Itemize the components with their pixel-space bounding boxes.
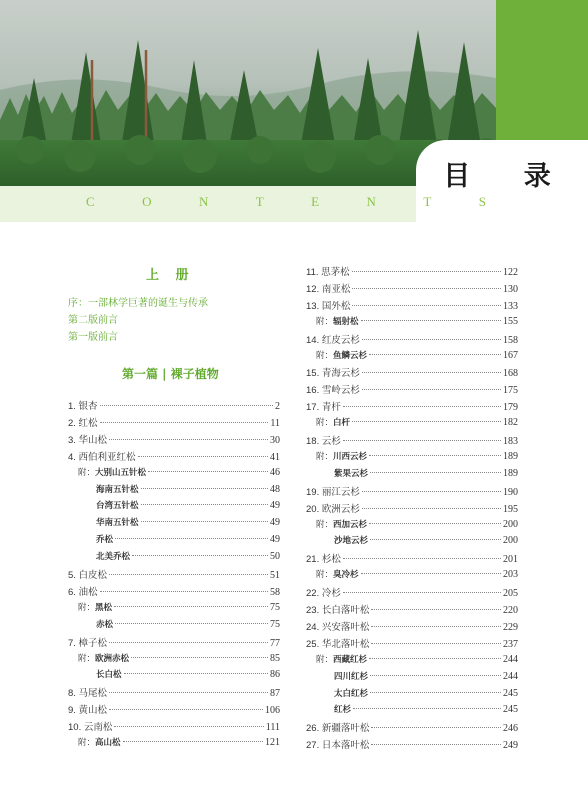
toc-entry[interactable] — [68, 432, 280, 448]
toc-leader-dots — [100, 405, 273, 406]
toc-entry-label: 4. 西伯利亚红松 — [68, 451, 136, 463]
toc-page-number: 30 — [270, 434, 280, 446]
toc-page-number: 203 — [503, 569, 518, 581]
contents-letter: T — [255, 194, 264, 209]
toc-entry-label: 13. 国外松 — [306, 300, 351, 312]
toc-leader-dots — [361, 573, 501, 574]
toc-page-number: 220 — [503, 605, 518, 616]
toc-entry[interactable] — [96, 618, 280, 634]
toc-page-number: 200 — [503, 535, 518, 547]
toc-page-number: 85 — [270, 652, 280, 664]
toc-entry-label: 22. 冷杉 — [306, 588, 341, 600]
toc-entry-label: 华南五针松 — [96, 518, 139, 529]
toc-page-number: 158 — [503, 334, 518, 346]
toc-entry[interactable] — [68, 584, 280, 600]
contents-letter: T — [423, 194, 432, 209]
toc-page-number: 245 — [503, 704, 518, 716]
toc-entry-label: 15. 青海云杉 — [306, 368, 360, 380]
toc-entry-label: 14. 红皮云杉 — [306, 334, 360, 346]
part-heading: 第一篇 | 裸子植物 — [122, 367, 219, 381]
toc-entry[interactable] — [96, 499, 280, 515]
toc-entry[interactable] — [78, 652, 280, 668]
toc-entry-label: 18. 云杉 — [306, 436, 341, 447]
contents-letters — [86, 194, 486, 214]
toc-page-number: 50 — [270, 551, 280, 563]
toc-entry[interactable] — [68, 635, 280, 651]
toc-entry-label: 乔松 — [96, 535, 114, 546]
toc-page-number: 175 — [503, 385, 518, 397]
toc-entry[interactable] — [68, 415, 280, 431]
toc-entry-label: 西加云杉 — [333, 519, 368, 530]
toc-leader-dots — [138, 456, 268, 457]
toc-entry[interactable] — [78, 601, 280, 617]
toc-leader-dots — [114, 726, 263, 727]
toc-entry-label: 白杆 — [333, 418, 351, 429]
toc-page-number: 237 — [503, 638, 518, 650]
toc-leader-dots — [369, 658, 501, 659]
toc-leader-dots — [109, 709, 263, 710]
toc-leader-dots — [343, 592, 501, 593]
toc-entry-label: 25. 华北落叶松 — [306, 638, 370, 650]
toc-leader-dots — [370, 692, 501, 693]
toc-leader-dots — [370, 675, 501, 676]
toc-entry-label: 12. 南亚松 — [306, 283, 351, 295]
toc-entry[interactable] — [68, 719, 280, 735]
toc-appendix-prefix: 附： — [78, 467, 96, 478]
toc-appendix-prefix: 附： — [316, 418, 334, 429]
toc-entry-label: 24. 兴安落叶松 — [306, 621, 370, 633]
toc-entry[interactable] — [334, 467, 518, 483]
toc-entry[interactable] — [316, 315, 518, 331]
toc-entry[interactable] — [306, 501, 518, 517]
toc-page-number: 183 — [503, 436, 518, 447]
toc-entry[interactable] — [68, 398, 280, 414]
toc-entry-label: 17. 青杆 — [306, 402, 341, 414]
toc-entry-label: 臭冷杉 — [333, 570, 359, 581]
toc-entry[interactable] — [96, 550, 280, 566]
toc-leader-dots — [371, 727, 501, 728]
toc-page-number: 2 — [275, 401, 280, 412]
toc-appendix-prefix: 附： — [316, 350, 334, 361]
toc-entry-label: 太白红杉 — [334, 688, 369, 699]
toc-appendix-prefix: 附： — [316, 654, 334, 665]
toc-entry-label: 高山松 — [95, 738, 121, 748]
toc-page-number: 182 — [503, 417, 518, 429]
toc-entry[interactable] — [306, 433, 518, 449]
contents-letter: N — [366, 194, 376, 209]
toc-entry-label: 西藏红杉 — [333, 654, 368, 665]
toc-leader-dots — [123, 741, 263, 742]
contents-letter: O — [142, 194, 152, 209]
toc-entry-label: 赤松 — [96, 619, 114, 630]
toc-entry-label: 3. 华山松 — [68, 434, 108, 446]
toc-page-number: 244 — [503, 653, 518, 665]
toc-leader-dots — [109, 574, 268, 575]
toc-page-number: 205 — [503, 588, 518, 600]
toc-entry[interactable] — [316, 349, 518, 365]
toc-entry-label: 海南五针松 — [96, 484, 139, 495]
toc-entry-label: 红杉 — [334, 705, 352, 716]
toc-leader-dots — [369, 523, 501, 524]
toc-leader-dots — [352, 421, 501, 422]
toc-entry[interactable] — [306, 281, 518, 297]
toc-leader-dots — [369, 354, 501, 355]
toc-leader-dots — [109, 642, 268, 643]
toc-leader-dots — [100, 422, 269, 423]
toc-page-number: 200 — [503, 518, 518, 530]
toc-page-number: 77 — [270, 637, 280, 649]
toc-page-number: 246 — [503, 723, 518, 735]
toc-entry-label: 川西云杉 — [333, 451, 368, 462]
toc-leader-dots — [362, 389, 501, 390]
toc-entry[interactable] — [68, 449, 280, 465]
toc-page-number: 201 — [503, 554, 518, 566]
first-edition-preface-link[interactable]: 第一版前言 — [68, 332, 118, 343]
toc-leader-dots — [100, 591, 268, 592]
toc-entry[interactable] — [334, 703, 518, 719]
toc-entry-label: 北美乔松 — [96, 552, 131, 563]
toc-appendix-prefix: 附： — [316, 570, 334, 581]
contents-letter: E — [311, 194, 320, 209]
toc-entry-label: 23. 长白落叶松 — [306, 605, 370, 616]
toc-entry[interactable] — [334, 670, 518, 686]
toc-entry[interactable] — [316, 416, 518, 432]
page-title: 目 录 — [443, 161, 573, 192]
toc-leader-dots — [148, 471, 268, 472]
toc-entry-label: 四川红杉 — [334, 671, 369, 682]
toc-leader-dots — [141, 488, 268, 489]
toc-entry[interactable] — [316, 450, 518, 466]
toc-page-number: 245 — [503, 687, 518, 699]
toc-page-number: 48 — [270, 483, 280, 495]
toc-entry[interactable] — [306, 720, 518, 736]
toc-leader-dots — [109, 439, 268, 440]
toc-entry-label: 8. 马尾松 — [68, 688, 108, 700]
toc-leader-dots — [371, 744, 501, 745]
toc-entry[interactable] — [306, 585, 518, 601]
contents-letter: S — [478, 194, 486, 209]
toc-leader-dots — [131, 657, 268, 658]
toc-leader-dots — [141, 504, 268, 505]
toc-page-number: 189 — [503, 450, 518, 462]
toc-leader-dots — [371, 643, 501, 644]
toc-page-number: 244 — [503, 670, 518, 682]
toc-appendix-prefix: 附： — [78, 602, 96, 613]
toc-page-number: 130 — [503, 283, 518, 295]
toc-page-number: 189 — [503, 467, 518, 479]
toc-page-number: 229 — [503, 621, 518, 633]
toc-entry[interactable] — [306, 332, 518, 348]
toc-entry[interactable] — [78, 466, 280, 482]
toc-leader-dots — [141, 521, 268, 522]
toc-page-number: 49 — [270, 517, 280, 529]
toc-entry-label: 11. 思茅松 — [306, 267, 350, 278]
toc-leader-dots — [362, 372, 501, 373]
toc-entry-label: 9. 黄山松 — [68, 705, 108, 717]
toc-entry-label: 黑松 — [95, 602, 113, 613]
toc-entry[interactable] — [68, 685, 280, 701]
toc-entry-label: 辐射松 — [333, 316, 359, 327]
toc-entry[interactable] — [306, 484, 518, 500]
contents-letter: N — [198, 194, 209, 209]
toc-appendix-prefix: 附： — [316, 316, 334, 327]
toc-entry-label: 16. 雪岭云杉 — [306, 385, 360, 397]
toc-entry[interactable] — [306, 298, 518, 314]
toc-appendix-prefix: 附： — [316, 451, 334, 462]
toc-leader-dots — [361, 320, 501, 321]
toc-entry[interactable] — [68, 567, 280, 583]
toc-leader-dots — [343, 440, 501, 441]
toc-entry[interactable] — [306, 602, 518, 618]
toc-page-number: 51 — [270, 570, 280, 581]
toc-entry-label: 欧洲赤松 — [95, 653, 130, 664]
toc-entry[interactable] — [316, 568, 518, 584]
toc-entry-label: 大别山五针松 — [95, 467, 147, 478]
toc-leader-dots — [343, 406, 501, 407]
toc-entry[interactable] — [306, 365, 518, 381]
toc-leader-dots — [369, 455, 501, 456]
toc-entry-label: 鱼鳞云杉 — [333, 350, 368, 361]
toc-leader-dots — [370, 539, 501, 540]
toc-page-number: 133 — [503, 300, 518, 312]
toc-leader-dots — [343, 558, 501, 559]
toc-entry[interactable] — [96, 516, 280, 532]
toc-entry[interactable] — [306, 551, 518, 567]
toc-leader-dots — [370, 472, 501, 473]
toc-entry[interactable] — [306, 737, 518, 753]
toc-appendix-prefix: 附： — [78, 653, 96, 664]
toc-leader-dots — [362, 508, 501, 509]
toc-page-number: 86 — [270, 669, 280, 681]
toc-appendix-prefix: 附： — [316, 519, 334, 530]
toc-page-number: 75 — [270, 618, 280, 630]
toc-entry-label: 20. 欧洲云杉 — [306, 503, 360, 515]
toc-page-number: 49 — [270, 534, 280, 546]
toc-entry[interactable] — [306, 619, 518, 635]
second-edition-preface-link[interactable]: 第二版前言 — [68, 315, 118, 326]
toc-leader-dots — [371, 626, 501, 627]
toc-leader-dots — [115, 538, 268, 539]
toc-page-number: 11 — [270, 417, 280, 429]
toc-page-number: 249 — [503, 740, 518, 752]
toc-entry[interactable] — [68, 702, 280, 718]
toc-entry-label: 1. 银杏 — [68, 401, 98, 412]
toc-leader-dots — [352, 271, 501, 272]
toc-leader-dots — [352, 288, 501, 289]
toc-page-number: 195 — [503, 503, 518, 515]
toc-page-number: 41 — [270, 451, 280, 463]
toc-page-number: 190 — [503, 486, 518, 498]
toc-entry[interactable] — [96, 668, 280, 684]
toc-page-number: 167 — [503, 349, 518, 361]
toc-entry-label: 长白松 — [96, 670, 122, 681]
toc-leader-dots — [124, 673, 268, 674]
toc-leader-dots — [114, 606, 268, 607]
toc-leader-dots — [362, 491, 501, 492]
toc-entry[interactable] — [96, 533, 280, 549]
toc-entry-label: 27. 日本落叶松 — [306, 740, 370, 752]
toc-page-number: 106 — [265, 705, 280, 717]
toc-entry[interactable] — [334, 687, 518, 703]
toc-entry-label: 紫果云杉 — [334, 468, 369, 479]
toc-appendix-prefix: 附： — [78, 738, 96, 748]
toc-entry-label: 沙地云杉 — [334, 536, 369, 547]
toc-leader-dots — [115, 623, 268, 624]
toc-leader-dots — [109, 692, 268, 693]
toc-page-number: 46 — [270, 466, 280, 478]
toc-entry-label: 台湾五针松 — [96, 501, 139, 512]
volume-heading: 上 册 — [146, 268, 195, 283]
toc-entry[interactable] — [334, 534, 518, 550]
toc-leader-dots — [362, 339, 501, 340]
toc-entry-label: 10. 云南松 — [68, 722, 113, 734]
toc-entry[interactable] — [316, 653, 518, 669]
toc-entry[interactable] — [316, 518, 518, 534]
toc-entry-label: 2. 红松 — [68, 417, 98, 429]
toc-entry-label: 6. 油松 — [68, 586, 98, 598]
toc-page-number: 168 — [503, 368, 518, 380]
toc-entry-label: 26. 新疆落叶松 — [306, 723, 370, 735]
header-banner — [0, 0, 588, 222]
toc-entry-label: 19. 丽江云杉 — [306, 486, 360, 498]
toc-entry-label: 21. 杉松 — [306, 554, 341, 566]
toc-entry[interactable] — [96, 483, 280, 499]
toc-entry[interactable] — [306, 636, 518, 652]
toc-entry-label: 7. 樟子松 — [68, 637, 108, 649]
toc-entry[interactable] — [306, 382, 518, 398]
toc-page-number: 58 — [270, 586, 280, 598]
toc-page-number: 121 — [265, 737, 280, 748]
toc-entry-label: 5. 白皮松 — [68, 570, 108, 581]
toc-page-number: 179 — [503, 402, 518, 414]
toc-leader-dots — [132, 555, 268, 556]
toc-entry[interactable] — [78, 736, 280, 752]
toc-leader-dots — [371, 609, 501, 610]
toc-page-number: 49 — [270, 500, 280, 512]
toc-entry[interactable] — [306, 264, 518, 280]
toc-page-number: 155 — [503, 315, 518, 327]
toc-leader-dots — [352, 305, 501, 306]
toc-leader-dots — [353, 708, 501, 709]
contents-letter: C — [86, 194, 95, 209]
toc-page-number: 111 — [265, 722, 280, 734]
toc-page-number: 87 — [270, 688, 280, 700]
toc-page-number: 122 — [503, 267, 518, 278]
toc-page-number: 75 — [270, 601, 280, 613]
toc-entry[interactable] — [306, 399, 518, 415]
preface-link[interactable]: 序：一部林学巨著的诞生与传承 — [68, 298, 208, 309]
